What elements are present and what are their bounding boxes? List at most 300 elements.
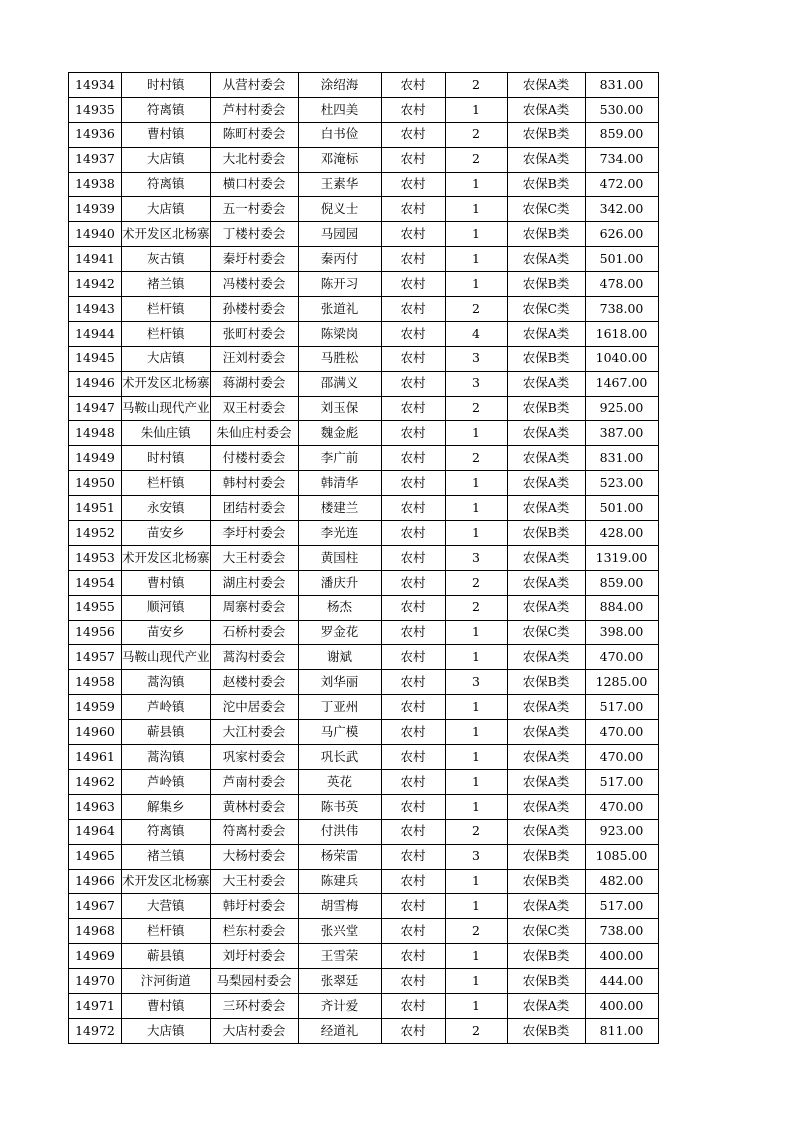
cell-id: 14938 [69, 172, 122, 197]
cell-area: 农村 [381, 695, 445, 720]
cell-category: 农保A类 [507, 247, 585, 272]
cell-amount: 398.00 [585, 620, 658, 645]
cell-village: 张町村委会 [210, 321, 298, 346]
cell-name: 倪义士 [298, 197, 381, 222]
cell-category: 农保A类 [507, 645, 585, 670]
cell-town: 符离镇 [122, 819, 211, 844]
cell-village: 孙楼村委会 [210, 297, 298, 322]
cell-count: 2 [445, 570, 507, 595]
table-row [69, 570, 659, 595]
cell-town: 蕲县镇 [122, 944, 211, 969]
cell-area: 农村 [381, 197, 445, 222]
cell-area: 农村 [381, 247, 445, 272]
table-row [69, 496, 659, 521]
records-table-body [69, 73, 659, 1044]
cell-town: 朱仙庄镇 [122, 421, 211, 446]
cell-amount: 831.00 [585, 446, 658, 471]
cell-village: 汪刘村委会 [210, 346, 298, 371]
cell-count: 1 [445, 894, 507, 919]
cell-id: 14967 [69, 894, 122, 919]
table-row [69, 695, 659, 720]
cell-town: 术开发区北杨寨 [122, 371, 211, 396]
cell-category: 农保B类 [507, 969, 585, 994]
cell-town: 曹村镇 [122, 122, 211, 147]
cell-id: 14957 [69, 645, 122, 670]
cell-name: 杨杰 [298, 595, 381, 620]
cell-village: 双王村委会 [210, 396, 298, 421]
cell-village: 从营村委会 [210, 73, 298, 98]
cell-amount: 501.00 [585, 496, 658, 521]
cell-amount: 859.00 [585, 122, 658, 147]
cell-category: 农保A类 [507, 471, 585, 496]
cell-id: 14970 [69, 969, 122, 994]
cell-count: 1 [445, 969, 507, 994]
cell-category: 农保B类 [507, 122, 585, 147]
cell-village: 大王村委会 [210, 545, 298, 570]
cell-town: 永安镇 [122, 496, 211, 521]
cell-village: 符离村委会 [210, 819, 298, 844]
cell-town: 顺河镇 [122, 595, 211, 620]
cell-name: 李光连 [298, 521, 381, 546]
cell-category: 农保C类 [507, 620, 585, 645]
cell-name: 王雪荣 [298, 944, 381, 969]
cell-village: 芦南村委会 [210, 769, 298, 794]
cell-category: 农保B类 [507, 869, 585, 894]
cell-village: 巩家村委会 [210, 745, 298, 770]
cell-category: 农保A类 [507, 595, 585, 620]
table-row [69, 396, 659, 421]
cell-id: 14952 [69, 521, 122, 546]
cell-town: 大营镇 [122, 894, 211, 919]
cell-category: 农保A类 [507, 321, 585, 346]
cell-area: 农村 [381, 570, 445, 595]
cell-category: 农保A类 [507, 371, 585, 396]
cell-count: 1 [445, 197, 507, 222]
cell-count: 2 [445, 396, 507, 421]
cell-village: 周寨村委会 [210, 595, 298, 620]
cell-name: 潘庆升 [298, 570, 381, 595]
cell-name: 刘玉保 [298, 396, 381, 421]
cell-amount: 501.00 [585, 247, 658, 272]
cell-category: 农保B类 [507, 521, 585, 546]
cell-count: 1 [445, 272, 507, 297]
cell-amount: 400.00 [585, 993, 658, 1018]
cell-town: 符离镇 [122, 97, 211, 122]
cell-id: 14956 [69, 620, 122, 645]
cell-town: 汴河街道 [122, 969, 211, 994]
cell-area: 农村 [381, 297, 445, 322]
cell-town: 蒿沟镇 [122, 745, 211, 770]
cell-name: 邵满义 [298, 371, 381, 396]
cell-name: 张道礼 [298, 297, 381, 322]
cell-name: 秦丙付 [298, 247, 381, 272]
cell-area: 农村 [381, 595, 445, 620]
cell-name: 马胜松 [298, 346, 381, 371]
table-row [69, 919, 659, 944]
table-row [69, 421, 659, 446]
cell-area: 农村 [381, 620, 445, 645]
cell-id: 14944 [69, 321, 122, 346]
cell-town: 苗安乡 [122, 620, 211, 645]
cell-amount: 738.00 [585, 297, 658, 322]
cell-name: 胡雪梅 [298, 894, 381, 919]
cell-category: 农保A类 [507, 496, 585, 521]
records-table [68, 72, 659, 1044]
cell-count: 1 [445, 620, 507, 645]
cell-area: 农村 [381, 371, 445, 396]
cell-town: 蒿沟镇 [122, 670, 211, 695]
table-row [69, 944, 659, 969]
cell-town: 马鞍山现代产业 [122, 645, 211, 670]
cell-amount: 517.00 [585, 894, 658, 919]
cell-id: 14963 [69, 794, 122, 819]
cell-amount: 626.00 [585, 222, 658, 247]
table-row [69, 620, 659, 645]
cell-id: 14940 [69, 222, 122, 247]
cell-amount: 734.00 [585, 147, 658, 172]
cell-village: 湖庄村委会 [210, 570, 298, 595]
cell-count: 1 [445, 695, 507, 720]
cell-count: 2 [445, 819, 507, 844]
cell-village: 黄林村委会 [210, 794, 298, 819]
cell-count: 1 [445, 944, 507, 969]
cell-id: 14965 [69, 844, 122, 869]
cell-count: 2 [445, 1018, 507, 1043]
cell-category: 农保A类 [507, 794, 585, 819]
cell-amount: 1040.00 [585, 346, 658, 371]
cell-name: 谢斌 [298, 645, 381, 670]
cell-town: 苗安乡 [122, 521, 211, 546]
cell-category: 农保B类 [507, 844, 585, 869]
cell-id: 14949 [69, 446, 122, 471]
cell-town: 术开发区北杨寨 [122, 222, 211, 247]
cell-name: 王素华 [298, 172, 381, 197]
cell-name: 马广模 [298, 720, 381, 745]
cell-village: 李圩村委会 [210, 521, 298, 546]
cell-category: 农保A类 [507, 745, 585, 770]
cell-area: 农村 [381, 73, 445, 98]
cell-id: 14960 [69, 720, 122, 745]
table-row [69, 147, 659, 172]
cell-category: 农保A类 [507, 720, 585, 745]
cell-name: 涂绍海 [298, 73, 381, 98]
cell-count: 3 [445, 371, 507, 396]
cell-count: 3 [445, 346, 507, 371]
cell-area: 农村 [381, 720, 445, 745]
cell-area: 农村 [381, 1018, 445, 1043]
cell-town: 解集乡 [122, 794, 211, 819]
cell-amount: 859.00 [585, 570, 658, 595]
cell-town: 大店镇 [122, 346, 211, 371]
cell-name: 陈建兵 [298, 869, 381, 894]
cell-count: 1 [445, 247, 507, 272]
cell-area: 农村 [381, 421, 445, 446]
cell-count: 4 [445, 321, 507, 346]
cell-amount: 482.00 [585, 869, 658, 894]
table-row [69, 97, 659, 122]
cell-id: 14954 [69, 570, 122, 595]
cell-count: 1 [445, 222, 507, 247]
cell-village: 大杨村委会 [210, 844, 298, 869]
cell-name: 陈书英 [298, 794, 381, 819]
cell-count: 1 [445, 993, 507, 1018]
cell-village: 三环村委会 [210, 993, 298, 1018]
table-row [69, 222, 659, 247]
table-row [69, 869, 659, 894]
cell-id: 14947 [69, 396, 122, 421]
cell-count: 3 [445, 670, 507, 695]
table-row [69, 247, 659, 272]
cell-amount: 428.00 [585, 521, 658, 546]
cell-amount: 470.00 [585, 745, 658, 770]
cell-village: 韩圩村委会 [210, 894, 298, 919]
cell-town: 蕲县镇 [122, 720, 211, 745]
cell-village: 冯楼村委会 [210, 272, 298, 297]
cell-amount: 923.00 [585, 819, 658, 844]
cell-name: 白书俭 [298, 122, 381, 147]
table-row [69, 371, 659, 396]
cell-category: 农保A类 [507, 97, 585, 122]
cell-name: 张兴堂 [298, 919, 381, 944]
cell-count: 2 [445, 73, 507, 98]
table-row [69, 645, 659, 670]
cell-amount: 1085.00 [585, 844, 658, 869]
cell-name: 陈梁岗 [298, 321, 381, 346]
cell-id: 14948 [69, 421, 122, 446]
cell-area: 农村 [381, 545, 445, 570]
cell-count: 2 [445, 297, 507, 322]
cell-amount: 470.00 [585, 645, 658, 670]
table-row [69, 969, 659, 994]
cell-area: 农村 [381, 97, 445, 122]
cell-id: 14941 [69, 247, 122, 272]
cell-village: 五一村委会 [210, 197, 298, 222]
cell-category: 农保C类 [507, 919, 585, 944]
cell-category: 农保B类 [507, 1018, 585, 1043]
cell-amount: 444.00 [585, 969, 658, 994]
cell-area: 农村 [381, 147, 445, 172]
cell-area: 农村 [381, 172, 445, 197]
cell-category: 农保A类 [507, 421, 585, 446]
cell-id: 14971 [69, 993, 122, 1018]
cell-area: 农村 [381, 794, 445, 819]
cell-count: 2 [445, 919, 507, 944]
cell-id: 14964 [69, 819, 122, 844]
cell-category: 农保A类 [507, 769, 585, 794]
cell-area: 农村 [381, 321, 445, 346]
table-row [69, 794, 659, 819]
cell-area: 农村 [381, 670, 445, 695]
cell-name: 邓淹标 [298, 147, 381, 172]
cell-count: 1 [445, 421, 507, 446]
cell-town: 栏杆镇 [122, 297, 211, 322]
cell-category: 农保A类 [507, 545, 585, 570]
cell-amount: 342.00 [585, 197, 658, 222]
cell-name: 楼建兰 [298, 496, 381, 521]
cell-amount: 530.00 [585, 97, 658, 122]
cell-amount: 517.00 [585, 769, 658, 794]
cell-amount: 470.00 [585, 794, 658, 819]
table-row [69, 670, 659, 695]
cell-area: 农村 [381, 919, 445, 944]
cell-id: 14972 [69, 1018, 122, 1043]
cell-town: 大店镇 [122, 1018, 211, 1043]
cell-area: 农村 [381, 521, 445, 546]
cell-town: 术开发区北杨寨 [122, 869, 211, 894]
cell-id: 14969 [69, 944, 122, 969]
table-row [69, 73, 659, 98]
table-row [69, 197, 659, 222]
cell-area: 农村 [381, 869, 445, 894]
cell-category: 农保A类 [507, 446, 585, 471]
cell-area: 农村 [381, 944, 445, 969]
cell-id: 14959 [69, 695, 122, 720]
cell-town: 大店镇 [122, 197, 211, 222]
cell-village: 付楼村委会 [210, 446, 298, 471]
cell-name: 张翠廷 [298, 969, 381, 994]
cell-category: 农保B类 [507, 670, 585, 695]
cell-category: 农保A类 [507, 993, 585, 1018]
cell-town: 褚兰镇 [122, 844, 211, 869]
cell-area: 农村 [381, 969, 445, 994]
cell-town: 栏杆镇 [122, 471, 211, 496]
cell-amount: 1319.00 [585, 545, 658, 570]
cell-category: 农保B类 [507, 222, 585, 247]
table-row [69, 745, 659, 770]
cell-amount: 884.00 [585, 595, 658, 620]
cell-id: 14937 [69, 147, 122, 172]
cell-category: 农保A类 [507, 819, 585, 844]
cell-village: 栏东村委会 [210, 919, 298, 944]
cell-amount: 470.00 [585, 720, 658, 745]
cell-category: 农保B类 [507, 346, 585, 371]
cell-count: 2 [445, 446, 507, 471]
cell-count: 2 [445, 595, 507, 620]
cell-village: 蒿沟村委会 [210, 645, 298, 670]
cell-amount: 517.00 [585, 695, 658, 720]
cell-town: 时村镇 [122, 446, 211, 471]
cell-village: 马梨园村委会 [210, 969, 298, 994]
cell-name: 罗金花 [298, 620, 381, 645]
cell-id: 14942 [69, 272, 122, 297]
cell-village: 大王村委会 [210, 869, 298, 894]
cell-id: 14968 [69, 919, 122, 944]
cell-name: 巩长武 [298, 745, 381, 770]
table-row [69, 720, 659, 745]
cell-name: 杜四美 [298, 97, 381, 122]
cell-count: 1 [445, 769, 507, 794]
cell-id: 14961 [69, 745, 122, 770]
cell-town: 符离镇 [122, 172, 211, 197]
cell-amount: 387.00 [585, 421, 658, 446]
cell-amount: 1285.00 [585, 670, 658, 695]
cell-id: 14936 [69, 122, 122, 147]
cell-town: 曹村镇 [122, 570, 211, 595]
cell-count: 1 [445, 471, 507, 496]
cell-area: 农村 [381, 496, 445, 521]
cell-category: 农保B类 [507, 944, 585, 969]
cell-id: 14934 [69, 73, 122, 98]
cell-village: 横口村委会 [210, 172, 298, 197]
cell-town: 芦岭镇 [122, 769, 211, 794]
cell-id: 14955 [69, 595, 122, 620]
cell-category: 农保A类 [507, 695, 585, 720]
table-row [69, 993, 659, 1018]
cell-count: 2 [445, 147, 507, 172]
cell-name: 刘华丽 [298, 670, 381, 695]
table-row [69, 894, 659, 919]
cell-amount: 925.00 [585, 396, 658, 421]
cell-id: 14966 [69, 869, 122, 894]
cell-area: 农村 [381, 645, 445, 670]
cell-village: 秦圩村委会 [210, 247, 298, 272]
table-row [69, 819, 659, 844]
cell-amount: 831.00 [585, 73, 658, 98]
cell-area: 农村 [381, 272, 445, 297]
cell-village: 韩村村委会 [210, 471, 298, 496]
cell-count: 3 [445, 545, 507, 570]
cell-area: 农村 [381, 745, 445, 770]
cell-village: 团结村委会 [210, 496, 298, 521]
table-row [69, 769, 659, 794]
cell-amount: 1467.00 [585, 371, 658, 396]
cell-category: 农保B类 [507, 396, 585, 421]
cell-village: 陈町村委会 [210, 122, 298, 147]
cell-name: 经道礼 [298, 1018, 381, 1043]
cell-area: 农村 [381, 819, 445, 844]
cell-area: 农村 [381, 396, 445, 421]
cell-category: 农保A类 [507, 147, 585, 172]
table-row [69, 272, 659, 297]
cell-id: 14958 [69, 670, 122, 695]
cell-count: 1 [445, 645, 507, 670]
cell-village: 朱仙庄村委会 [210, 421, 298, 446]
cell-village: 刘圩村委会 [210, 944, 298, 969]
cell-amount: 400.00 [585, 944, 658, 969]
cell-village: 大北村委会 [210, 147, 298, 172]
cell-village: 大江村委会 [210, 720, 298, 745]
table-row [69, 844, 659, 869]
cell-village: 沱中居委会 [210, 695, 298, 720]
cell-count: 2 [445, 122, 507, 147]
cell-amount: 523.00 [585, 471, 658, 496]
cell-count: 1 [445, 794, 507, 819]
cell-name: 陈开习 [298, 272, 381, 297]
table-row [69, 297, 659, 322]
cell-count: 1 [445, 745, 507, 770]
cell-area: 农村 [381, 222, 445, 247]
cell-category: 农保C类 [507, 197, 585, 222]
cell-id: 14943 [69, 297, 122, 322]
cell-id: 14951 [69, 496, 122, 521]
cell-town: 栏杆镇 [122, 321, 211, 346]
cell-amount: 811.00 [585, 1018, 658, 1043]
cell-name: 英花 [298, 769, 381, 794]
table-row [69, 1018, 659, 1043]
cell-village: 芦村村委会 [210, 97, 298, 122]
cell-village: 丁楼村委会 [210, 222, 298, 247]
cell-name: 丁亚州 [298, 695, 381, 720]
table-row [69, 446, 659, 471]
cell-area: 农村 [381, 122, 445, 147]
cell-count: 1 [445, 172, 507, 197]
cell-area: 农村 [381, 471, 445, 496]
cell-count: 1 [445, 869, 507, 894]
cell-id: 14939 [69, 197, 122, 222]
cell-count: 1 [445, 496, 507, 521]
cell-id: 14953 [69, 545, 122, 570]
cell-amount: 1618.00 [585, 321, 658, 346]
